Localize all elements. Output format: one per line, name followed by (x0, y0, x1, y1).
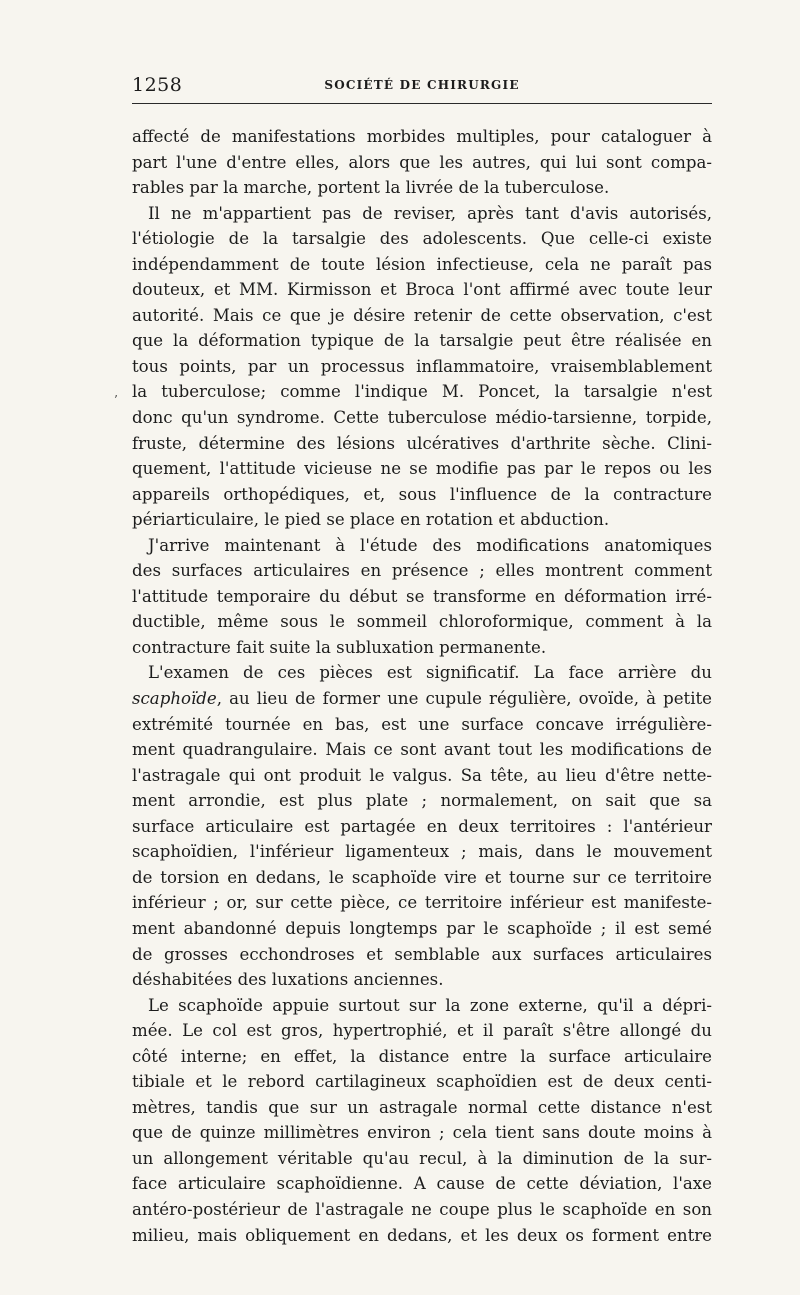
text-line: antéro-postérieur de l'astragale ne coupe plus le scaphoïde en son (132, 1199, 712, 1219)
text-line: douteux, et MM. Kirmisson et Broca l'ont affirmé avec toute leur (132, 280, 712, 300)
text-line: ductible, même sous le sommeil chloroformique, comment à la (132, 612, 712, 632)
text-line: part l'une d'entre elles, alors que les autres, qui lui sont compa- (132, 152, 712, 172)
text-line: surface articulaire est partagée en deux territoires : l'antérieur (132, 816, 712, 836)
text-line: donc qu'un syndrome. Cette tuberculose médio-tarsienne, torpide, (132, 408, 712, 428)
text-line: mée. Le col est gros, hypertrophié, et il paraît s'être allongé du (132, 1021, 712, 1041)
text-line: la tuberculose; comme l'indique M. Poncet, la tarsalgie n'est (132, 382, 712, 402)
text-line: face articulaire scaphoïdienne. A cause de cette déviation, l'axe (132, 1174, 712, 1194)
text-line: appareils orthopédiques, et, sous l'influence de la contracture (132, 484, 712, 504)
page-header (132, 74, 712, 100)
text-line: scaphoïdien, l'inférieur ligamenteux ; mais, dans le mouvement (132, 842, 712, 862)
text-line: l'attitude temporaire du début se transforme en déformation irré- (132, 586, 712, 606)
text-line: inférieur ; or, sur cette pièce, ce territoire inférieur est manifeste- (132, 893, 712, 913)
text-line: L'examen de ces pièces est significatif. La face arrière du (148, 663, 712, 683)
text-line: Il ne m'appartient pas de reviser, après tant d'avis autorisés, (148, 203, 712, 223)
page-number: 1258 (132, 74, 183, 96)
text-line: l'astragale qui ont produit le valgus. Sa tête, au lieu d'être nette- (132, 765, 712, 785)
text-line: affecté de manifestations morbides multiples, pour cataloguer à (132, 127, 712, 146)
text-line: quement, l'attitude vicieuse ne se modifie pas par le repos ou les (132, 459, 712, 479)
text-line: ment quadrangulaire. Mais ce sont avant tout les modifications de (132, 740, 712, 760)
text-line: ment abandonné depuis longtemps par le scaphoïde ; il est semé (132, 918, 712, 938)
text-line: extrémité tournée en bas, est une surface concave irrégulière- (132, 714, 712, 734)
text-line: l'étiologie de la tarsalgie des adolescents. Que celle-ci existe (132, 229, 712, 249)
text-line: déshabitées des luxations anciennes. (132, 970, 444, 990)
text-line: J'arrive maintenant à l'étude des modifications anatomiques (148, 535, 712, 555)
text-line: un allongement véritable qu'au recul, à la diminution de la sur- (132, 1148, 712, 1168)
running-head: SOCIÉTÉ DE CHIRURGIE (324, 78, 520, 92)
text-line: scaphoïde, au lieu de former une cupule régulière, ovoïde, à petite (132, 689, 712, 709)
text-line: de grosses ecchondroses et semblable aux surfaces articulaires (132, 944, 712, 964)
text-line: tibiale et le rebord cartilagineux scaphoïdien est de deux centi- (132, 1072, 712, 1092)
header-rule (132, 103, 712, 104)
text-line: de torsion en dedans, le scaphoïde vire et tourne sur ce territoire (132, 867, 712, 887)
text-line: Le scaphoïde appuie surtout sur la zone externe, qu'il a dépri- (148, 995, 712, 1015)
text-line: contracture fait suite la subluxation permanente. (132, 637, 547, 657)
text-line: autorité. Mais ce que je désire retenir de cette observation, c'est (132, 305, 712, 325)
text-line: rables par la marche, portent la livrée de la tuberculose. (132, 178, 610, 198)
text-line: côté interne; en effet, la distance entre la surface articulaire (132, 1046, 712, 1066)
italic-term: scaphoïde (132, 689, 217, 709)
text-line: ment arrondie, est plus plate ; normalement, on sait que sa (132, 791, 712, 811)
text-line: fruste, détermine des lésions ulcératives d'arthrite sèche. Clini- (132, 433, 712, 453)
text-line: des surfaces articulaires en présence ; elles montrent comment (132, 561, 712, 581)
text-line: que de quinze millimètres environ ; cela tient sans doute moins à (132, 1123, 712, 1143)
text-line: milieu, mais obliquement en dedans, et les deux os forment entre (132, 1225, 712, 1245)
text-line: tous points, par un processus inflammatoire, vraisemblablement (132, 356, 712, 376)
margin-mark: ’ (114, 393, 118, 407)
text-line: mètres, tandis que sur un astragale normal cette distance n'est (132, 1097, 712, 1117)
text-line: indépendamment de toute lésion infectieuse, cela ne paraît pas (132, 254, 712, 274)
body-text (132, 124, 712, 1248)
text-line: périarticulaire, le pied se place en rotation et abduction. (132, 510, 610, 530)
text-line: que la déformation typique de la tarsalgie peut être réalisée en (132, 331, 712, 351)
